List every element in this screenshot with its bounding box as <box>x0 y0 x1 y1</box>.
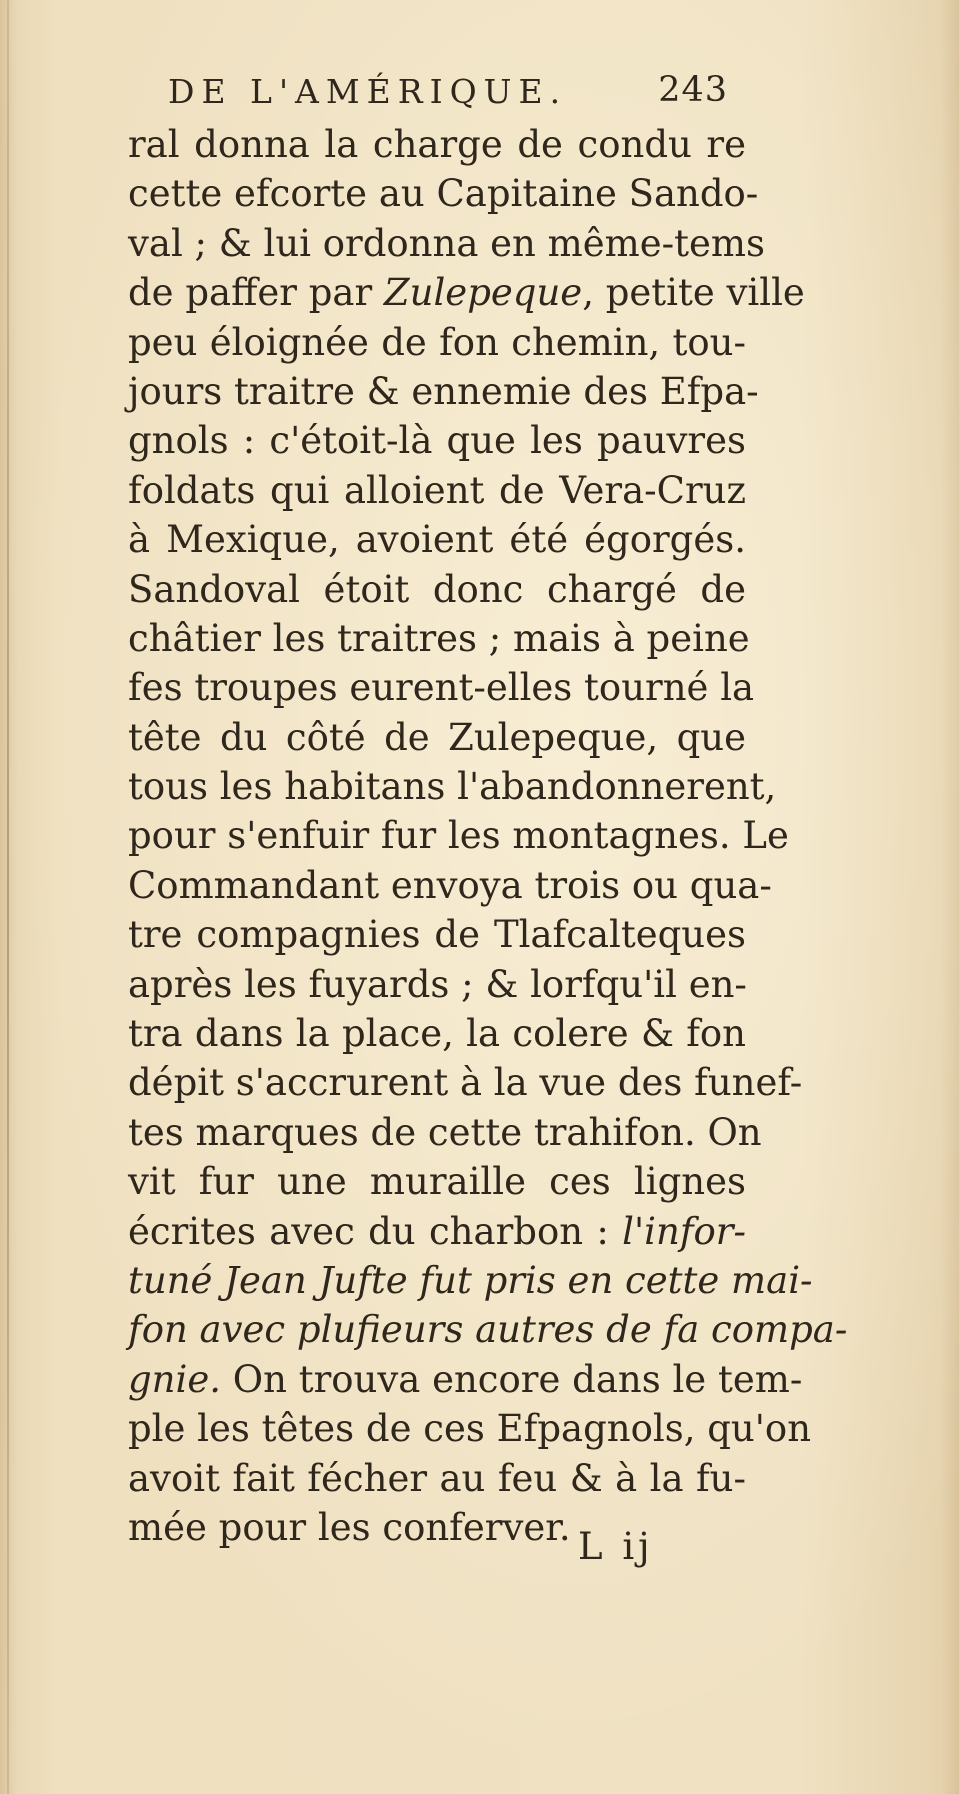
text-line-19: tra dans la place, la colere & fon <box>128 1012 746 1056</box>
text-line-9: à Mexique, avoient été égorgés. <box>128 518 746 562</box>
text-line-22: vit fur une muraille ces lignes <box>128 1160 746 1204</box>
text-line-25 <box>128 1305 848 1354</box>
text-line-6: jours traitre & ennemie des Efpa- <box>128 369 759 413</box>
text-line-29: mée pour les conferver. <box>128 1505 571 1549</box>
running-head <box>168 68 728 118</box>
inscription-italic: l'infor- <box>622 1209 746 1253</box>
text-line-18: après les fuyards ; & lorfqu'il en- <box>128 962 747 1006</box>
text-line-11: châtier les traitres ; mais à peine <box>128 616 750 660</box>
text-line-23: écrites avec du charbon : l'infor- <box>128 1209 746 1253</box>
text-line-4: de paffer par Zulepeque, petite ville <box>128 271 805 315</box>
text-line-2: cette efcorte au Capitaine Sando- <box>128 172 759 216</box>
text-line-28: avoit fait fécher au feu & à la fu- <box>128 1456 746 1500</box>
text-line-26: gnie. On trouva encore dans le tem- <box>128 1357 803 1401</box>
text-line-20: dépit s'accrurent à la vue des funef- <box>128 1061 803 1105</box>
running-head-title: DE L'AMÉRIQUE. <box>168 72 568 111</box>
text-line-16: Commandant envoya trois ou qua- <box>128 863 772 907</box>
inscription-italic: gnie. <box>128 1357 222 1401</box>
text-line-21: tes marques de cette trahifon. On <box>128 1110 762 1154</box>
inscription-italic: fon avec plufieurs autres de fa compa- <box>128 1308 848 1352</box>
text-line-17: tre compagnies de Tlafcalteques <box>128 913 746 957</box>
gutter-shadow <box>7 0 9 1794</box>
text-line-10: Sandoval étoit donc chargé de <box>128 567 746 611</box>
text-line-5: peu éloignée de fon chemin, tou- <box>128 320 746 364</box>
text-line-1: ral donna la charge de condu re <box>128 123 746 166</box>
body-text <box>128 120 848 1552</box>
text-line-14: tous les habitans l'abandonnerent, <box>128 765 777 809</box>
text-line-3: val ; & lui ordonna en même-tems <box>128 221 765 265</box>
text-line-27: ple les têtes de ces Efpagnols, qu'on <box>128 1407 812 1451</box>
text-line-8: foldats qui alloient de Vera-Cruz <box>128 468 746 512</box>
text-line-24 <box>128 1256 813 1305</box>
text-line-12: fes troupes eurent-elles tourné la <box>128 666 755 710</box>
text-line-13: tête du côté de Zulepeque, que <box>128 715 746 759</box>
text-line-7: gnols : c'étoit-là que les pauvres <box>128 419 746 463</box>
signature-mark: L ij <box>578 1525 654 1568</box>
inscription-italic: tuné Jean Jufte fut pris en cette mai- <box>128 1258 813 1302</box>
page-number: 243 <box>658 70 728 110</box>
text-line-15: pour s'enfuir fur les montagnes. Le <box>128 814 789 858</box>
place-name-italic: Zulepeque <box>383 271 583 315</box>
